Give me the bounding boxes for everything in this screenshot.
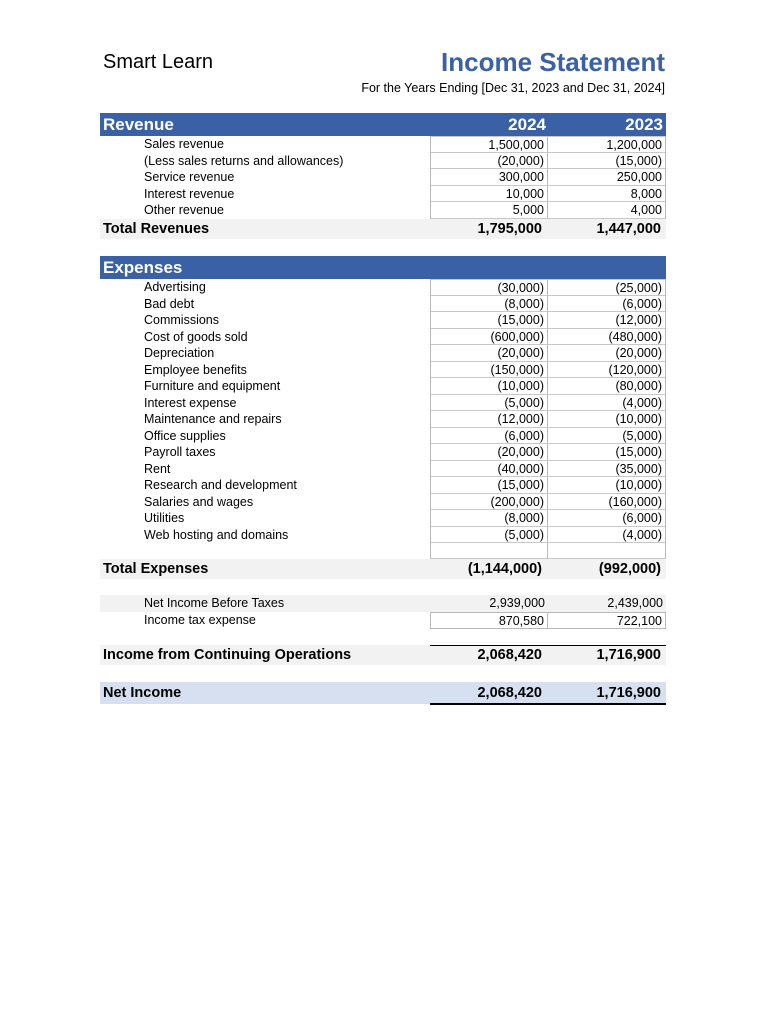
expense-row-2024: (5,000) [430,395,548,412]
continuing-operations-label: Income from Continuing Operations [103,647,352,663]
expense-row [100,312,666,329]
expense-row [100,411,666,428]
net-income-double-rule [430,703,666,705]
expense-row-label: Rent [144,461,171,476]
expense-row-2023: (25,000) [548,279,666,296]
expense-row-label: Commissions [144,313,220,327]
net-income-2023: 1,716,900 [596,685,661,701]
total-revenues-label: Total Revenues [103,221,210,237]
revenue-row-2023: 8,000 [548,186,666,203]
expense-row [100,444,666,461]
revenue-row-2024: 300,000 [430,169,548,186]
expense-row [100,461,666,478]
expense-row [100,494,666,511]
expense-row [100,362,666,379]
net-income-before-taxes-label: Net Income Before Taxes [144,596,285,610]
expense-row-2024: (20,000) [430,444,548,461]
net-income-2024: 2,068,420 [477,685,542,701]
expense-row [100,477,666,494]
year-2024-label: 2024 [508,115,546,134]
expense-row-2023: (80,000) [548,378,666,395]
total-expenses-label: Total Expenses [103,561,209,577]
total-revenues-row [100,219,666,239]
expense-row-2023: (10,000) [548,477,666,494]
expense-spacer-divider [547,543,548,559]
revenue-row [100,136,666,153]
expense-row-2023: (10,000) [548,411,666,428]
expense-row-2023: (6,000) [548,296,666,313]
expense-row-2024: (5,000) [430,527,548,544]
expense-row-2023: (15,000) [548,444,666,461]
expense-row-2023: (20,000) [548,345,666,362]
revenue-row-2024: (20,000) [430,153,548,170]
revenue-row-2024: 5,000 [430,202,548,219]
expense-row [100,329,666,346]
expense-spacer-cell [430,543,666,559]
expense-row-2024: (150,000) [430,362,548,379]
expense-row [100,395,666,412]
expense-row-label: Payroll taxes [144,445,216,459]
continuing-operations-2023: 1,716,900 [596,647,661,663]
revenue-row-2023: 250,000 [548,169,666,186]
expense-row-label: Research and development [144,478,297,492]
continuing-operations-rule [430,645,666,646]
revenue-row-label: (Less sales returns and allowances) [144,153,344,168]
expense-row [100,428,666,445]
expense-row-2023: (6,000) [548,510,666,527]
expense-row-label: Maintenance and repairs [144,412,282,426]
expense-row-label: Advertising [144,280,206,294]
expense-row-2024: (30,000) [430,279,548,296]
expense-row-label: Office supplies [144,428,226,443]
expense-row-2023: (5,000) [548,428,666,445]
total-revenues-2023: 1,447,000 [596,221,661,237]
expense-row [100,279,666,296]
income-tax-expense-2023: 722,100 [548,612,666,629]
expense-row-2024: (40,000) [430,461,548,478]
total-revenues-2024: 1,795,000 [477,221,542,237]
expense-row [100,378,666,395]
expense-row-2024: (8,000) [430,296,548,313]
net-income-before-taxes-2023: 2,439,000 [607,596,663,610]
revenue-row [100,169,666,186]
continuing-operations-row [100,645,666,665]
revenue-row-label: Interest revenue [144,186,235,201]
expense-row-2023: (12,000) [548,312,666,329]
expense-row-2023: (120,000) [548,362,666,379]
expense-row-2024: (6,000) [430,428,548,445]
expense-row [100,527,666,544]
expense-row-2024: (15,000) [430,312,548,329]
income-tax-expense-2024: 870,580 [430,612,548,629]
expense-row-2024: (15,000) [430,477,548,494]
expense-row [100,296,666,313]
net-income-row [100,682,666,704]
total-expenses-2024: (1,144,000) [467,561,542,577]
revenue-header-label: Revenue [103,115,174,134]
revenue-row-2023: (15,000) [548,153,666,170]
continuing-operations-2024: 2,068,420 [477,647,542,663]
year-2023-label: 2023 [625,115,663,134]
revenue-header [100,113,666,136]
expense-row-2024: (600,000) [430,329,548,346]
total-expenses-row [100,559,666,579]
expense-row-2023: (4,000) [548,527,666,544]
expense-row-2024: (10,000) [430,378,548,395]
expense-row-label: Employee benefits [144,362,247,377]
expense-row [100,510,666,527]
expense-row-2024: (20,000) [430,345,548,362]
expense-row-label: Utilities [144,511,185,525]
expense-row-label: Interest expense [144,395,237,410]
expense-row [100,345,666,362]
revenue-row-2023: 4,000 [548,202,666,219]
page-subtitle: For the Years Ending [Dec 31, 2023 and Dec 31, 2024] [361,81,665,95]
expense-row-2024: (8,000) [430,510,548,527]
expense-row-label: Salaries and wages [144,494,254,509]
expenses-header [100,256,666,279]
expense-row-2024: (12,000) [430,411,548,428]
revenue-row-label: Service revenue [144,170,235,184]
expense-row-2024: (200,000) [430,494,548,511]
expense-row-label: Cost of goods sold [144,329,248,344]
expense-row-label: Furniture and equipment [144,379,281,393]
expense-row-label: Depreciation [144,346,215,360]
revenue-row [100,186,666,203]
revenue-row [100,153,666,170]
expense-row-2023: (4,000) [548,395,666,412]
revenue-row [100,202,666,219]
expense-row-2023: (35,000) [548,461,666,478]
page-title: Income Statement [441,47,665,77]
revenue-row-label: Sales revenue [144,137,224,151]
revenue-row-2024: 1,500,000 [430,136,548,153]
revenue-row-2023: 1,200,000 [548,136,666,153]
expense-row-label: Bad debt [144,296,195,311]
expense-row-2023: (160,000) [548,494,666,511]
expenses-header-label: Expenses [103,258,183,277]
net-income-before-taxes-row [100,595,666,612]
revenue-row-2024: 10,000 [430,186,548,203]
income-tax-expense-row [100,612,666,629]
net-income-label: Net Income [103,685,182,701]
revenue-row-label: Other revenue [144,203,224,217]
revenue-rows [100,136,666,219]
expense-rows [100,279,666,543]
net-income-before-taxes-2024: 2,939,000 [489,596,545,610]
expense-row-label: Web hosting and domains [144,527,289,542]
income-tax-expense-label: Income tax expense [144,613,256,627]
expense-row-2023: (480,000) [548,329,666,346]
company-name: Smart Learn [103,51,214,73]
total-expenses-2023: (992,000) [598,561,661,577]
